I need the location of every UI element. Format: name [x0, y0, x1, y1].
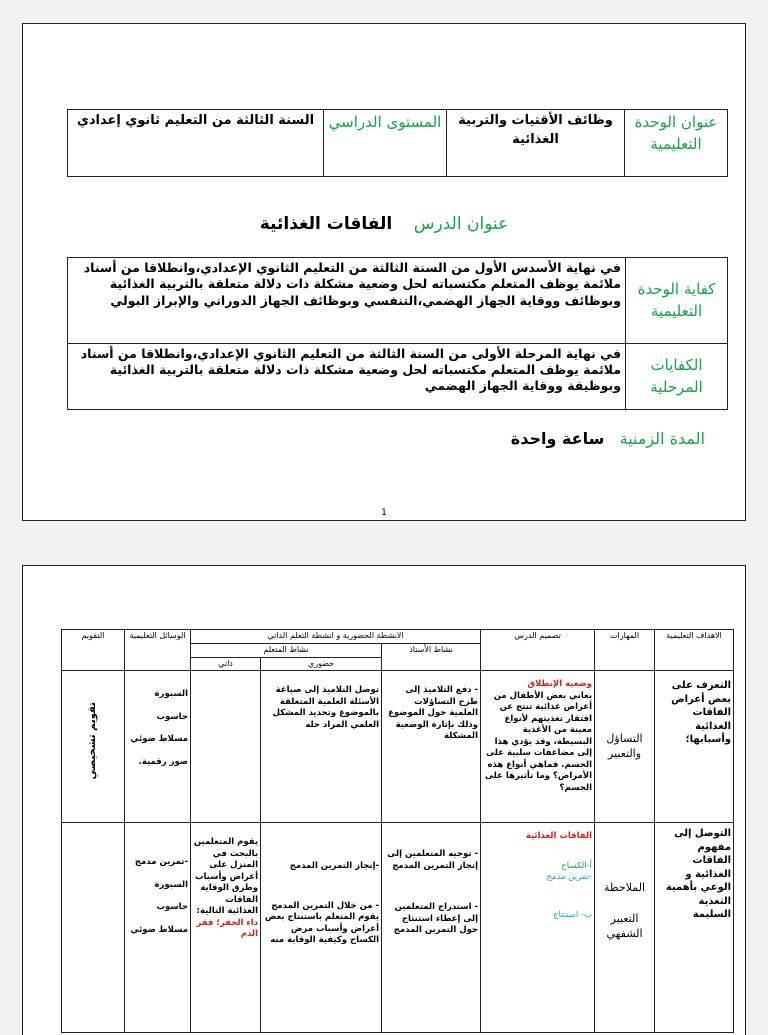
unit-title-label: عنوان الوحدة التعليمية — [625, 110, 728, 177]
col-evaluation-header: التقويم — [62, 630, 125, 671]
row1-teacher-activity: - دفع التلاميذ إلى طرح التساؤلات العلمية حول الموضوع وذلك بإثارة الوضعية المشكلة — [382, 671, 481, 823]
level-value: السنة الثالثة من التعليم ثانوي إعدادي — [68, 110, 324, 177]
col-learner-header: نشاط المتعلم — [191, 643, 382, 657]
row2-inperson-activity — [261, 823, 382, 1033]
row2-design-title: الفاقات الغذائية — [525, 831, 593, 842]
document-page-2 — [22, 565, 746, 1035]
row2-aids — [125, 823, 191, 1033]
row1-design-text: يعاني بعض الأطفال من أعراض غذائية تنتج عن افتقار تغذيتهم لأنواع معينة من الأغذية البسيطة، وقد يؤدي هذا إلى مضاعفات سلبية على الجسم. فماهي أنواع هذه الأمراض؟ وما تأثيرها على الجسم؟ — [485, 690, 593, 793]
row1-design-title: وضعية الإنطلاق — [527, 679, 593, 690]
row2-design — [481, 823, 595, 1033]
row2-inperson-step1: -إنجاز التمرين المدمج — [289, 861, 380, 872]
stage-competency-text: في نهاية المرحلة الأولى من السنة الثالثة من التعليم الثانوي الإعدادي،وانطلاقا من أسناد ملائمة يوظف المتعلم مكتسباته لحل وضعية مشكلة ذات دلالة متعلقة بالتربية الغذائية وبوظيفة ووقاية الجهاز الهضمي — [68, 343, 626, 409]
row2-skill-observation: الملاحظة — [604, 881, 646, 895]
col-self-header: ذاتي — [191, 657, 261, 671]
aid-item: حاسوب — [156, 902, 188, 913]
row2-self-text: يقوم المتعلمين بالبحث في المنزل على أعراض وأسباب وطرق الوقاية الفاقات الغذائية التالية: — [193, 837, 259, 917]
lesson-plan-table — [61, 629, 734, 1033]
col-skills-header: المهارات — [595, 630, 655, 671]
row2-inperson-step2: - من خلال التمرين المدمج يقوم المتعلم باستنتاج بعض أعراض وأسباب مرض الكساح وكيفية الوقاية منه — [265, 900, 380, 946]
duration — [511, 429, 705, 448]
col-aids-header: الوسائل التعليمية — [125, 630, 191, 671]
page-number: 1 — [381, 508, 387, 518]
unit-title-value: وظائف الأقتيات والتربية الغذائية — [447, 110, 625, 177]
lesson-title — [23, 214, 745, 234]
stage-competency-label: الكفايات المرحلية — [626, 343, 728, 409]
row1-inperson-activity: توصل التلاميذ إلى صياغة الأسئلة العلمية المتعلقة بالموضوع وتحديد المشكل العلمي المراد حله — [261, 671, 382, 823]
row2-design-item1: أ-الكساح — [561, 860, 593, 871]
row1-aids — [125, 671, 191, 823]
duration-label: المدة الزمنية — [619, 429, 705, 448]
row1-evaluation — [62, 671, 125, 823]
lesson-title-value: الفاقات الغذائية — [259, 214, 393, 234]
row2-self-activity — [191, 823, 261, 1033]
aid-item: حاسوب — [156, 711, 188, 722]
level-label: المستوى الدراسي — [324, 110, 447, 177]
document-page-1 — [22, 23, 746, 521]
row2-skills — [595, 823, 655, 1033]
aid-item: -تمرين مدمج — [134, 857, 188, 868]
row2-teacher-step2: - استدراج المتعلمين إلى إعطاء استنتاج حول التمرين المدمج — [393, 902, 479, 936]
col-inperson-header: حضوري — [261, 657, 382, 671]
col-design-header: تصميم الدرس — [481, 630, 595, 671]
aid-item: السبورة — [154, 879, 188, 890]
unit-competency-text: في نهاية الأسدس الأول من السنة الثالثة من التعليم الثانوي الإعدادي،وانطلاقا من أسناد ملائمة يوظف المتعلم مكتسباته لحل وضعية مشكلة ذات دلالة متعلقة بالتربية الغذائية وبوظائف ووقاية الجهاز الهضمي،التنفسي وبوظائف الجهاز الدوراني والإبراز البولي — [68, 258, 626, 344]
unit-competency-label: كفاية الوحدة التعليمية — [626, 258, 728, 344]
aid-item: صور رقمية. — [138, 756, 188, 767]
col-objectives-header: الاهداف التعليمية — [655, 630, 734, 671]
duration-value: ساعة واحدة — [510, 429, 605, 448]
row2-teacher-step1: - توجيه المتعلمين إلى إنجاز التمرين المدمج — [387, 849, 479, 871]
row2-teacher-activity — [382, 823, 481, 1033]
row1-skills: التساؤل والتعبير — [595, 671, 655, 823]
row1-self-activity — [191, 671, 261, 823]
aid-item: السبورة — [154, 689, 188, 700]
row2-evaluation — [62, 823, 125, 1033]
row1-objective: التعرف على بعض أعراض الفاقات الغذائية وأسبابها؛ — [655, 671, 734, 823]
col-teacher-header: نشاط الأستاذ — [382, 643, 481, 671]
row2-design-item2: ب- استنتاج — [553, 909, 593, 920]
competencies-table — [67, 257, 728, 410]
aid-item: مسلاط ضوئي — [130, 924, 188, 935]
lesson-title-label: عنوان الدرس — [413, 214, 509, 234]
row2-objective: التوصل إلى مفهوم الفاقات الغذائية و الوعي بأهمية التغذية السليمة — [655, 823, 734, 1033]
row1-design — [481, 671, 595, 823]
unit-header-table — [67, 109, 728, 177]
row1-evaluation-text: تقويم تشخيصي — [87, 702, 99, 780]
col-activities-header: الانشطة الحضورية و انشطة التعلم الذاتي — [191, 630, 481, 644]
row2-skill-oral: التعبير الشفهي — [606, 912, 643, 941]
row2-self-diseases: داء الحفر؛ فقر الدم — [196, 917, 259, 940]
row2-design-item1-sub: -تمرين مدمج — [546, 872, 593, 883]
aid-item: مسلاط ضوئي — [130, 734, 188, 745]
